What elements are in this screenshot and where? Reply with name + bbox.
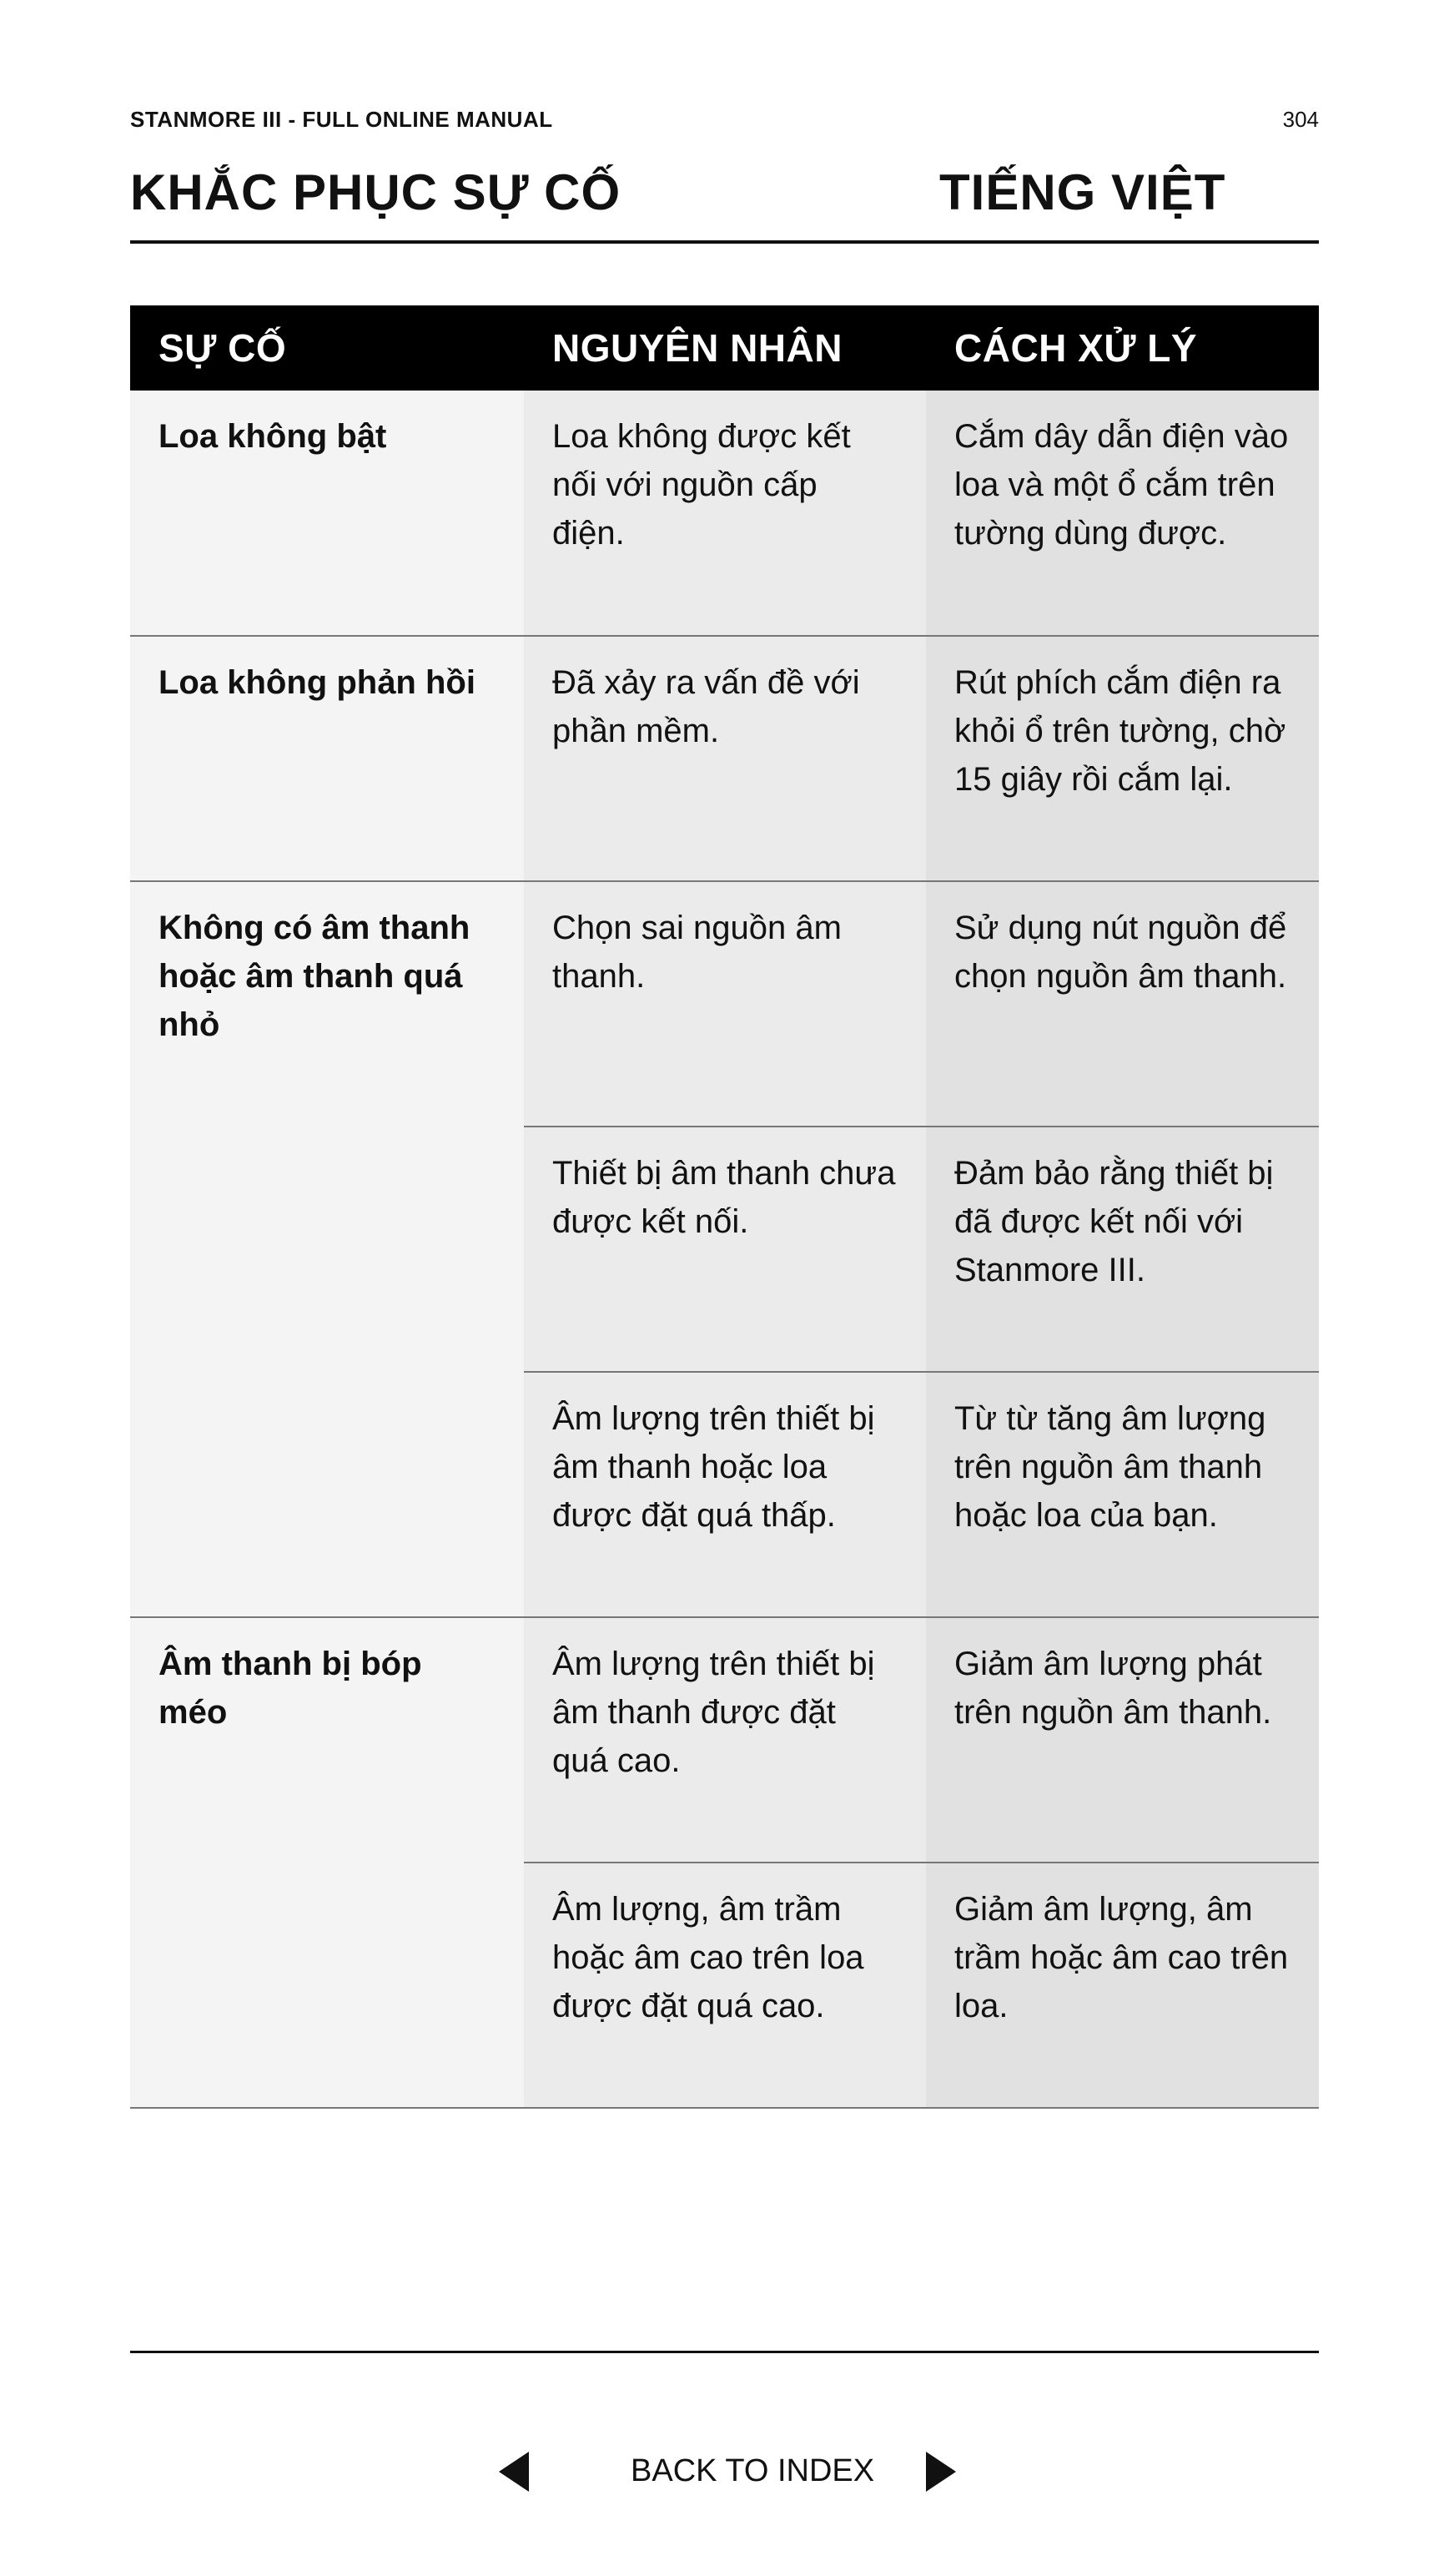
- solution-cell: Sử dụng nút nguồn để chọn nguồn âm thanh.: [926, 881, 1319, 1127]
- solution-cell: Từ từ tăng âm lượng trên nguồn âm thanh hoặc loa của bạn.: [926, 1372, 1319, 1617]
- issue-cell: Âm thanh bị bóp méo: [130, 1617, 524, 2108]
- table-header-row: [130, 305, 1319, 391]
- table-row: [130, 391, 1319, 636]
- solution-cell: Rút phích cắm điện ra khỏi ổ trên tường, chờ 15 giây rồi cắm lại.: [926, 636, 1319, 881]
- cause-cell: Âm lượng trên thiết bị âm thanh hoặc loa được đặt quá thấp.: [524, 1372, 926, 1617]
- running-title: STANMORE III - FULL ONLINE MANUAL: [130, 107, 553, 132]
- table-row: [130, 1617, 1319, 1863]
- page-number: 304: [1282, 107, 1319, 132]
- table-row: [130, 881, 1319, 1127]
- column-header-issue: SỰ CỐ: [130, 305, 524, 391]
- troubleshooting-table: [130, 305, 1319, 2109]
- solution-cell: Giảm âm lượng, âm trầm hoặc âm cao trên loa.: [926, 1863, 1319, 2108]
- cause-cell: Đã xảy ra vấn đề với phần mềm.: [524, 636, 926, 881]
- footer-navigation: [0, 2445, 1449, 2495]
- issue-cell: Loa không phản hồi: [130, 636, 524, 881]
- footer-divider: [130, 2351, 1319, 2353]
- language-label: TIẾNG VIỆT: [939, 164, 1226, 220]
- cause-cell: Âm lượng, âm trầm hoặc âm cao trên loa được đặt quá cao.: [524, 1863, 926, 2108]
- column-header-solution: CÁCH XỬ LÝ: [926, 305, 1319, 391]
- solution-cell: Cắm dây dẫn điện vào loa và một ổ cắm trên tường dùng được.: [926, 391, 1319, 636]
- cause-cell: Âm lượng trên thiết bị âm thanh được đặt quá cao.: [524, 1617, 926, 1863]
- header-divider: [130, 240, 1319, 244]
- solution-cell: Giảm âm lượng phát trên nguồn âm thanh.: [926, 1617, 1319, 1863]
- issue-cell: Không có âm thanh hoặc âm thanh quá nhỏ: [130, 881, 524, 1617]
- triangle-left-icon[interactable]: [499, 2452, 529, 2492]
- solution-cell: Đảm bảo rằng thiết bị đã được kết nối với Stanmore III.: [926, 1127, 1319, 1372]
- column-header-cause: NGUYÊN NHÂN: [524, 305, 926, 391]
- page-title: KHẮC PHỤC SỰ CỐ: [130, 164, 621, 220]
- triangle-right-icon[interactable]: [926, 2452, 956, 2492]
- cause-cell: Thiết bị âm thanh chưa được kết nối.: [524, 1127, 926, 1372]
- cause-cell: Chọn sai nguồn âm thanh.: [524, 881, 926, 1127]
- back-to-index-link[interactable]: BACK TO INDEX: [631, 2453, 875, 2488]
- table-row: [130, 636, 1319, 881]
- issue-cell: Loa không bật: [130, 391, 524, 636]
- cause-cell: Loa không được kết nối với nguồn cấp điện.: [524, 391, 926, 636]
